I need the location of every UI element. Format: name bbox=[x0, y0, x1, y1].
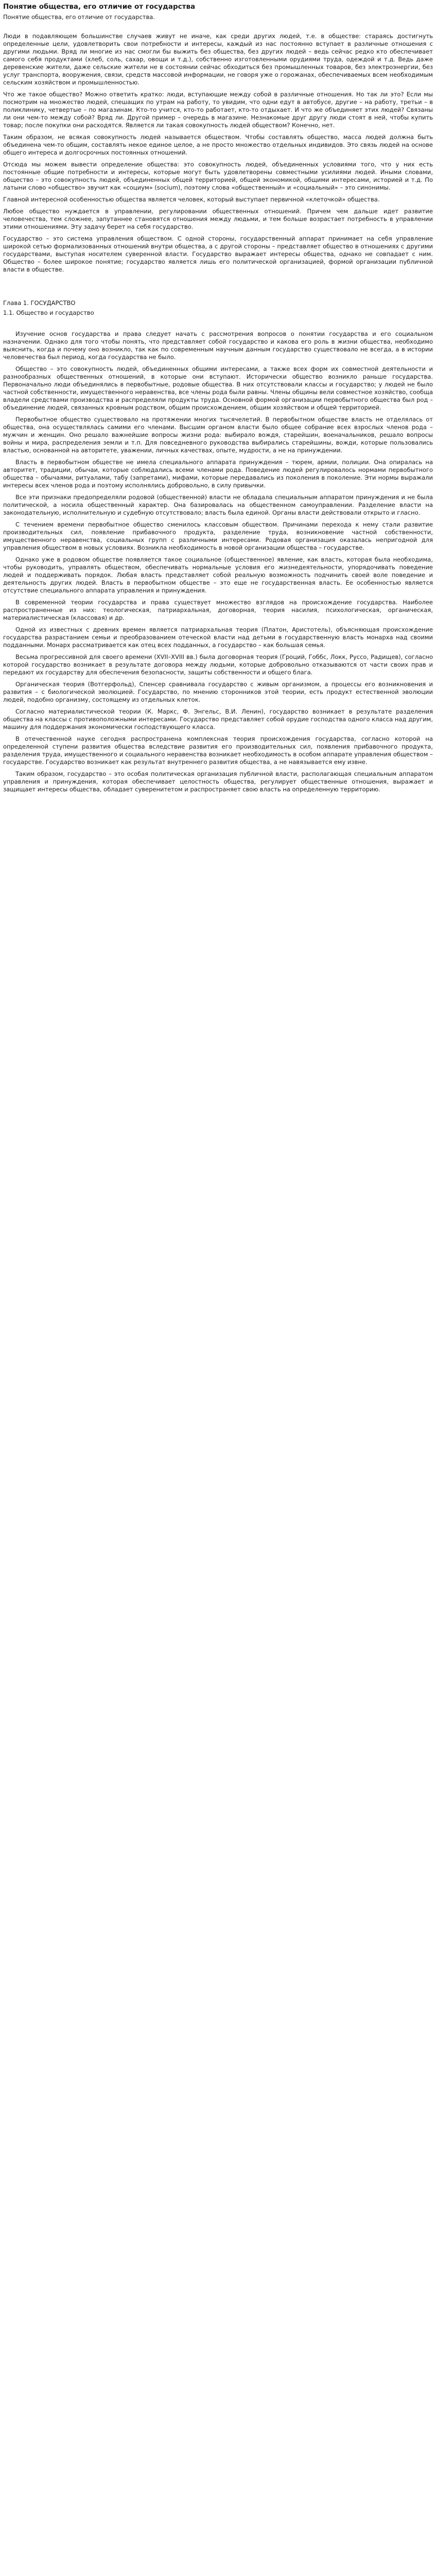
section-title: 1.1. Общество и государство bbox=[3, 309, 94, 316]
paragraph: Таким образом, государство – это особая политическая организация публичной власти, располагающая специальным аппаратом управления и принуждения, которая обеспечивает целостность общества, регулирует общественные отношения, выражает и защищает интересы общества, обладает суверенитетом и распространяет свою власть на определенную территорию. bbox=[3, 770, 433, 793]
paragraph: Одной из известных с древних времен является патриархальная теория (Платон, Аристотель), объясняющая происхождение государства разрастанием семьи и преобразованием отеческой власти над детьми в государственную власть монарха над своими подданными. Монарх рассматривается как отец всех подданных, а государство – как большая семья. bbox=[3, 626, 433, 649]
paragraph: В отечественной науке сегодня распространена комплексная теория происхождения государства, согласно которой на определенной ступени развития общества вследствие развития его производительных сил, появления прибавочного продукта, разделения труда, имущественного и социального неравенства возникает необходимость в особом аппарате управления обществом – государстве. Государство возникает как результат внутреннего развития общества, а не навязывается ему извне. bbox=[3, 735, 433, 766]
document-subtitle: Понятие общества, его отличие от государства. bbox=[3, 13, 155, 21]
document-page bbox=[0, 0, 436, 803]
paragraph: Люди в подавляющем большинстве случаев живут не иначе, как среди других людей, т.е. в обществе: стараясь достигнуть определенные цели, удовлетворить свои потребности и интересы, каждый из нас постоянно вступает в различные отношения с другими людьми. Вряд ли многие из нас смогли бы выжить без общества, без других людей – ведь сейчас редко кто обеспечивает самого себя продуктами (хлеб, соль, сахар, овощи и т.д.), собственно изготовленными орудиями труда, одеждой и т.д. Ведь даже деревенские жители, даже сельские жители не в состоянии сейчас обходиться без промышленных товаров, без электроэнергии, без услуг транспорта, вооружения, связи, средств массовой информации, не говоря уже о горожанах, обеспечиваемых всем необходимым сельским хозяйством и промышленностью. bbox=[3, 32, 433, 86]
paragraph: Любое общество нуждается в управлении, регулировании общественных отношений. Причем чем дальше идет развитие человечества, тем сложнее, запутаннее становятся отношения между людьми, и тем больше возрастает потребность в управлении этими отношениями. Эту задачу берет на себя государство. bbox=[3, 208, 433, 230]
paragraph: Государство – это система управления обществом. С одной стороны, государственный аппарат принимает на себя управление широкой сетью формализованных отношений внутри общества, а с другой стороны – представляет общество в отношениях с другими государствами, выступая носителем суверенной власти. Государство выражает интересы общества, однако не совпадает с ним. Общество – более широкое понятие; государство является лишь его политической организацией, формой организации публичной власти в обществе. bbox=[3, 235, 433, 273]
paragraph: Все эти признаки предопределяли родовой (общественной) власти не обладала специальным аппаратом принуждения и не была политической, а носила общественный характер. Она базировалась на общественном самоуправлении. Разделение власти на законодательную, исполнительную и судебную отсутствовало; власть была единой. Органы власти действовали открыто и гласно. bbox=[3, 494, 433, 516]
chapter-title: Глава 1. ГОСУДАРСТВО bbox=[3, 299, 76, 307]
paragraph: Общество – это совокупность людей, объединенных общими интересами, а также всех форм их совместной деятельности и разнообразных общественных отношений, в которые они вступают. Исторически общество возникло раньше государства. Первоначально люди объединялись в первобытные, родовые общества. В них отсутствовали классы и государство; у людей не было частной собственности, имущественного неравенства, все члены рода были равны. Члены общины вели совместное хозяйство, сообща владели средствами производства и распределяли продукты труда. Основной формой организации первобытного общества был род – объединение людей, связанных кровным родством, общим происхождением, общим хозяйством и общей территорией. bbox=[3, 365, 433, 411]
paragraph: Первобытное общество существовало на протяжении многих тысячелетий. В первобытном обществе власть не отделялась от общества, она осуществлялась самими его членами. Высшим органом власти было общее собрание всех взрослых членов рода – мужчин и женщин. Оно решало важнейшие вопросы жизни рода: выбирало вождя, старейшин, военачальников, решало вопросы войны и мира, распределения земли и т.п. Для повседневного руководства выбирались старейшины, вожди, которые пользовались властью, основанной на авторитете, уважении, личных качествах, опыте, мудрости, а не на принуждении. bbox=[3, 416, 433, 454]
intro-section bbox=[3, 32, 433, 274]
document-title: Понятие общества, его отличие от государства bbox=[3, 3, 196, 11]
chapter-body bbox=[3, 330, 433, 793]
paragraph: Таким образом, не всякая совокупность людей называется обществом. Чтобы составлять общество, масса людей должна быть объединена чем-то общим, составлять некое единое целое, а не просто множество отдельных индивидов. Это связь людей на основе общего интереса и долгосрочных постоянных отношений. bbox=[3, 133, 433, 156]
paragraph: Власть в первобытном обществе не имела специального аппарата принуждения – тюрем, армии, полиции. Она опиралась на авторитет, традиции, обычаи, которые соблюдались всеми членами рода. Поведение людей регулировалось нормами первобытного общества – обычаями, ритуалами, табу (запретами), мифами, которые передавались из поколения в поколение. Эти нормы выражали интересы всех членов рода и поэтому исполнялись добровольно, в силу привычки. bbox=[3, 459, 433, 489]
paragraph: Изучение основ государства и права следует начать с рассмотрения вопросов о понятии государства и его социальном назначении. Однако для того чтобы понять, что представляет собой государство и какова его роль в жизни общества, необходимо выяснить, когда и почему оно возникло, так как по современным научным данным государство существовало не всегда, а в истории человечества был период, когда государства не было. bbox=[3, 330, 433, 361]
paragraph: В современной теории государства и права существует множество взглядов на происхождение государства. Наиболее распространенные из них: теологическая, патриархальная, договорная, теория насилия, психологическая, органическая, материалистическая (классовая) и др. bbox=[3, 599, 433, 621]
paragraph: Однако уже в родовом обществе появляется такое социальное (общественное) явление, как власть, которая была необходима, чтобы руководить, управлять обществом, обеспечивать нормальные условия его жизнедеятельности, упорядочивать поведение людей и поддерживать порядок. Любая власть представляет собой реальную возможность подчинить своей воле поведение и деятельность других людей. Власть в первобытном обществе – это еще не государственная власть. Ее особенностью является отсутствие специального аппарата управления и принуждения. bbox=[3, 556, 433, 594]
paragraph: Отсюда мы можем вывести определение общества: это совокупность людей, объединенных условиями того, что у них есть постоянные общие потребности и интересы, которые могут быть удовлетворены совместными усилиями людей. Иными словами, общество – это совокупность людей, объединенных общей территорией, общей экономикой, общими интересами, историей и т.д. По латыни слово «общество» звучит как «социум» (socium), поэтому слова «общественный» и «социальный» – это синонимы. bbox=[3, 161, 433, 191]
paragraph: Органическая теория (Вотгерфольд), Спенсер сравнивала государство с живым организмом, а процессы его возникновения и развития – с биологической эволюцией. Государство, по мнению сторонников этой теории, есть продукт естественной эволюции людей, подобно организму, состоящему из отдельных клеток. bbox=[3, 681, 433, 703]
paragraph: Что же такое общество? Можно ответить кратко: люди, вступающие между собой в различные отношения. Но так ли это? Если мы посмотрим на множество людей, спешащих по утрам на работу, то увидим, что одни едут в автобусе, другие – на работу, третьи – в поликлинику, четвертые – по магазинам. Кто-то учится, кто-то работает, кто-то отдыхает. И что же объединяет этих людей? Связаны ли они чем-то между собой? Вряд ли. Другой пример – очередь в магазине. Незнакомые друг другу люди стоят в ней, чтобы купить товар; после покупки они расходятся. Является ли такая совокупность людей обществом? Конечно, нет. bbox=[3, 91, 433, 129]
paragraph: Весьма прогрессивной для своего времени (XVII–XVIII вв.) была договорная теория (Гроций, Гоббс, Локк, Руссо, Радищев), согласно которой государство возникает в результате договора между людьми, которые добровольно отказываются от части своих прав и передают их государству для обеспечения безопасности, защиты собственности и общего блага. bbox=[3, 653, 433, 676]
paragraph: Главной интересной особенностью общества является человек, который выступает первичной «клеточкой» общества. bbox=[3, 196, 380, 203]
paragraph: Согласно материалистической теории (К. Маркс, Ф. Энгельс, В.И. Ленин), государство возникает в результате разделения общества на классы с противоположными интересами. Государство представляет собой орудие господства одного класса над другим, машину для поддержания экономически господствующего класса. bbox=[3, 708, 433, 731]
paragraph: С течением времени первобытное общество сменилось классовым обществом. Причинами перехода к нему стали развитие производительных сил, появление прибавочного продукта, разделение труда, возникновение частной собственности, имущественного неравенства, социальных групп с различными интересами. Родовая организация оказалась непригодной для управления обществом в новых условиях. Возникла необходимость в новой организации общества – государстве. bbox=[3, 521, 433, 551]
